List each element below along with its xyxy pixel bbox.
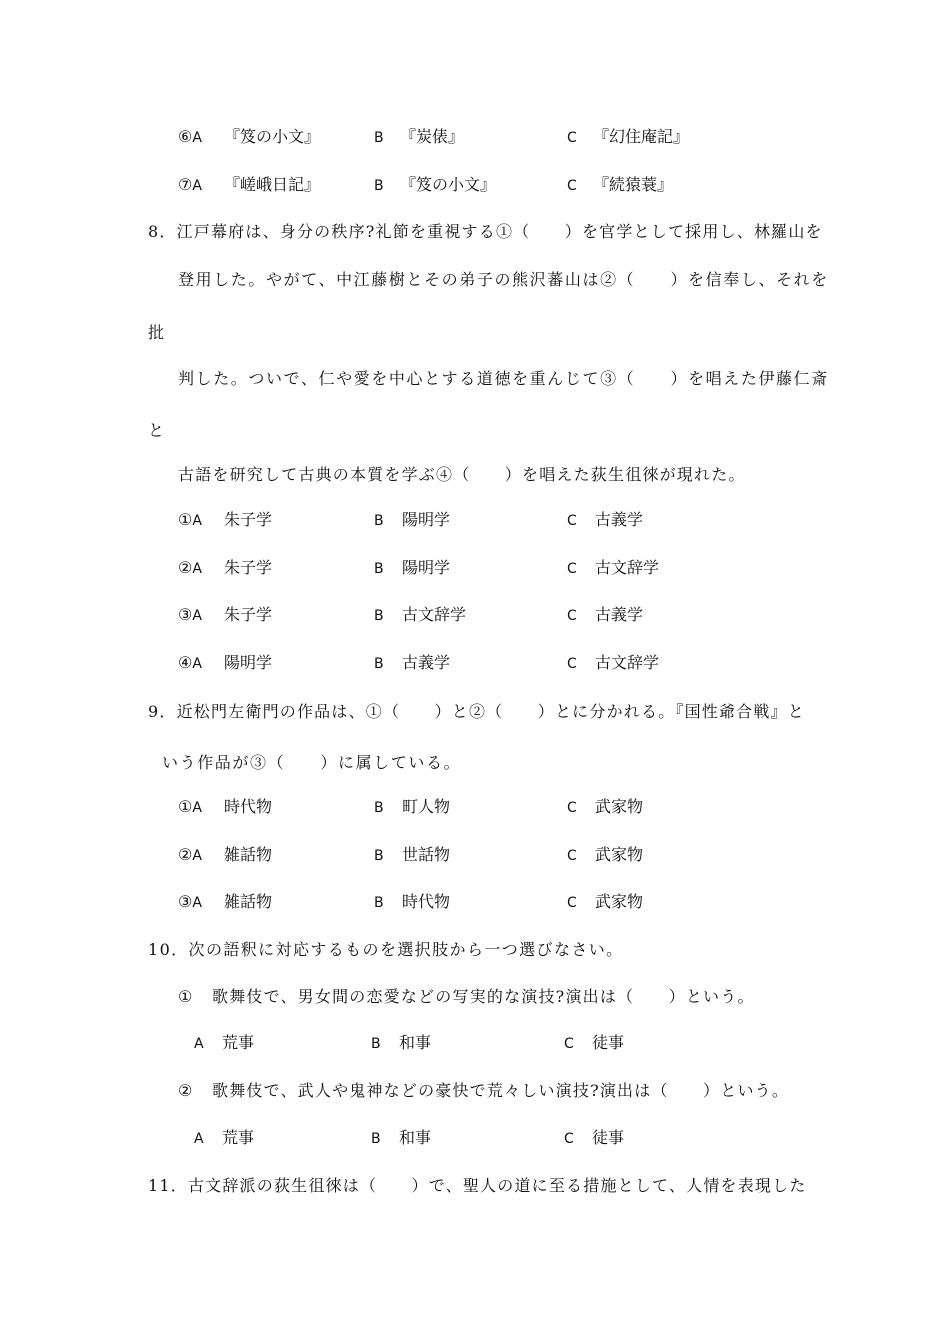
label-c: C — [567, 656, 577, 672]
option-c-text: 古義学 — [595, 510, 644, 529]
label-a: A — [192, 608, 202, 624]
label-b: B — [371, 1036, 381, 1052]
label-b: B — [374, 895, 384, 911]
label-c: C — [567, 561, 577, 577]
option-a-text: 『笈の小文』 — [224, 127, 321, 146]
label-a: A — [192, 561, 202, 577]
label-a: A — [192, 848, 202, 864]
option-a-text: 朱子学 — [224, 605, 273, 624]
option-number: ⑥ — [178, 127, 193, 146]
option-row — [178, 605, 202, 626]
label-b: B — [371, 1131, 381, 1147]
label-a: A — [194, 1131, 204, 1147]
option-a-text: 荒事 — [222, 1128, 255, 1147]
option-b-text: 古文辞学 — [402, 605, 467, 624]
label-b: B — [374, 608, 384, 624]
option-c-text: 武家物 — [595, 845, 644, 864]
option-a-text: 『嵯峨日記』 — [224, 175, 321, 194]
option-a-text: 雑話物 — [224, 892, 273, 911]
label-a: A — [192, 800, 202, 816]
label-a: A — [192, 513, 202, 529]
label-c: C — [567, 513, 577, 529]
option-number: ② — [178, 845, 193, 864]
option-row — [178, 510, 202, 531]
option-c-text: 古文辞学 — [595, 653, 660, 672]
option-c-text: 武家物 — [595, 797, 644, 816]
option-number: ② — [178, 558, 193, 577]
label-a: A — [192, 130, 202, 146]
option-c-text: 古文辞学 — [595, 558, 660, 577]
option-a-text: 雑話物 — [224, 845, 273, 864]
option-a-text: 朱子学 — [224, 510, 273, 529]
option-c-text: 武家物 — [595, 892, 644, 911]
option-c-text: 徒事 — [592, 1128, 625, 1147]
label-a: A — [192, 178, 202, 194]
q9-line: いう作品が③（ ）に属している。 — [162, 753, 462, 772]
q11-line: 11．古文辞派の荻生徂徠は（ ）で、聖人の道に至る措施として、人情を表現した — [148, 1176, 807, 1195]
q10-line: 10．次の語釈に対応するものを選択肢から一つ選びなさい。 — [148, 940, 624, 959]
option-row — [178, 797, 202, 818]
q8-line: と — [148, 421, 165, 440]
option-a-text: 朱子学 — [224, 558, 273, 577]
option-number: ① — [178, 797, 193, 816]
label-c: C — [567, 895, 577, 911]
label-c: C — [564, 1131, 574, 1147]
label-b: B — [374, 130, 384, 146]
option-b-text: 陽明学 — [402, 558, 451, 577]
option-b-text: 『炭俵』 — [400, 127, 465, 146]
option-row — [178, 845, 202, 866]
option-a-text: 陽明学 — [224, 653, 273, 672]
option-a-text: 荒事 — [222, 1033, 255, 1052]
q8-line: 批 — [148, 323, 165, 342]
label-c: C — [564, 1036, 574, 1052]
label-c: C — [567, 800, 577, 816]
label-c: C — [567, 178, 577, 194]
option-b-text: 和事 — [399, 1128, 432, 1147]
option-number: ⑦ — [178, 175, 193, 194]
option-row — [178, 175, 202, 196]
option-b-text: 陽明学 — [402, 510, 451, 529]
option-b-text: 『笈の小文』 — [400, 175, 497, 194]
label-b: B — [374, 656, 384, 672]
option-b-text: 古義学 — [402, 653, 451, 672]
option-number: ④ — [178, 653, 193, 672]
option-row — [178, 892, 202, 913]
label-b: B — [374, 848, 384, 864]
sub-question-text: 歌舞伎で、武人や鬼神などの豪快で荒々しい演技?演出は（ ）という。 — [212, 1081, 790, 1100]
option-row — [178, 127, 202, 148]
label-b: B — [374, 561, 384, 577]
sub-question-number: ② — [178, 1081, 193, 1100]
label-b: B — [374, 178, 384, 194]
label-c: C — [567, 130, 577, 146]
sub-question-text: 歌舞伎で、男女間の恋愛などの写実的な演技?演出は（ ）という。 — [212, 987, 755, 1006]
option-a-text: 時代物 — [224, 797, 273, 816]
option-row — [178, 653, 202, 674]
sub-question-number: ① — [178, 987, 193, 1006]
label-a: A — [192, 895, 202, 911]
label-a: A — [192, 656, 202, 672]
option-c-text: 『続猿蓑』 — [593, 175, 674, 194]
q9-line: 9．近松門左衛門の作品は、①（ ）と②（ ）とに分かれる。『国性爺合戦』と — [148, 702, 805, 721]
label-b: B — [374, 513, 384, 529]
option-number: ③ — [178, 605, 193, 624]
q8-line: 登用した。やがて、中江藤樹とその弟子の熊沢蕃山は②（ ）を信奉し、それを — [178, 270, 829, 289]
label-c: C — [567, 608, 577, 624]
option-c-text: 徒事 — [592, 1033, 625, 1052]
option-number: ① — [178, 510, 193, 529]
option-b-text: 和事 — [399, 1033, 432, 1052]
option-number: ③ — [178, 892, 193, 911]
option-b-text: 町人物 — [402, 797, 451, 816]
option-b-text: 時代物 — [402, 892, 451, 911]
q8-line: 8．江戸幕府は、身分の秩序?礼節を重視する①（ ）を官学として採用し、林羅山を — [148, 222, 823, 241]
option-b-text: 世話物 — [402, 845, 451, 864]
option-c-text: 『幻住庵記』 — [593, 127, 690, 146]
label-b: B — [374, 800, 384, 816]
option-c-text: 古義学 — [595, 605, 644, 624]
q8-line: 古語を研究して古典の本質を学ぶ④（ ）を唱えた荻生徂徠が現れた。 — [178, 465, 746, 484]
label-c: C — [567, 848, 577, 864]
label-a: A — [194, 1036, 204, 1052]
option-row — [178, 558, 202, 579]
q8-line: 判した。ついで、仁や愛を中心とする道徳を重んじて③（ ）を唱えた伊藤仁斎 — [178, 369, 829, 388]
